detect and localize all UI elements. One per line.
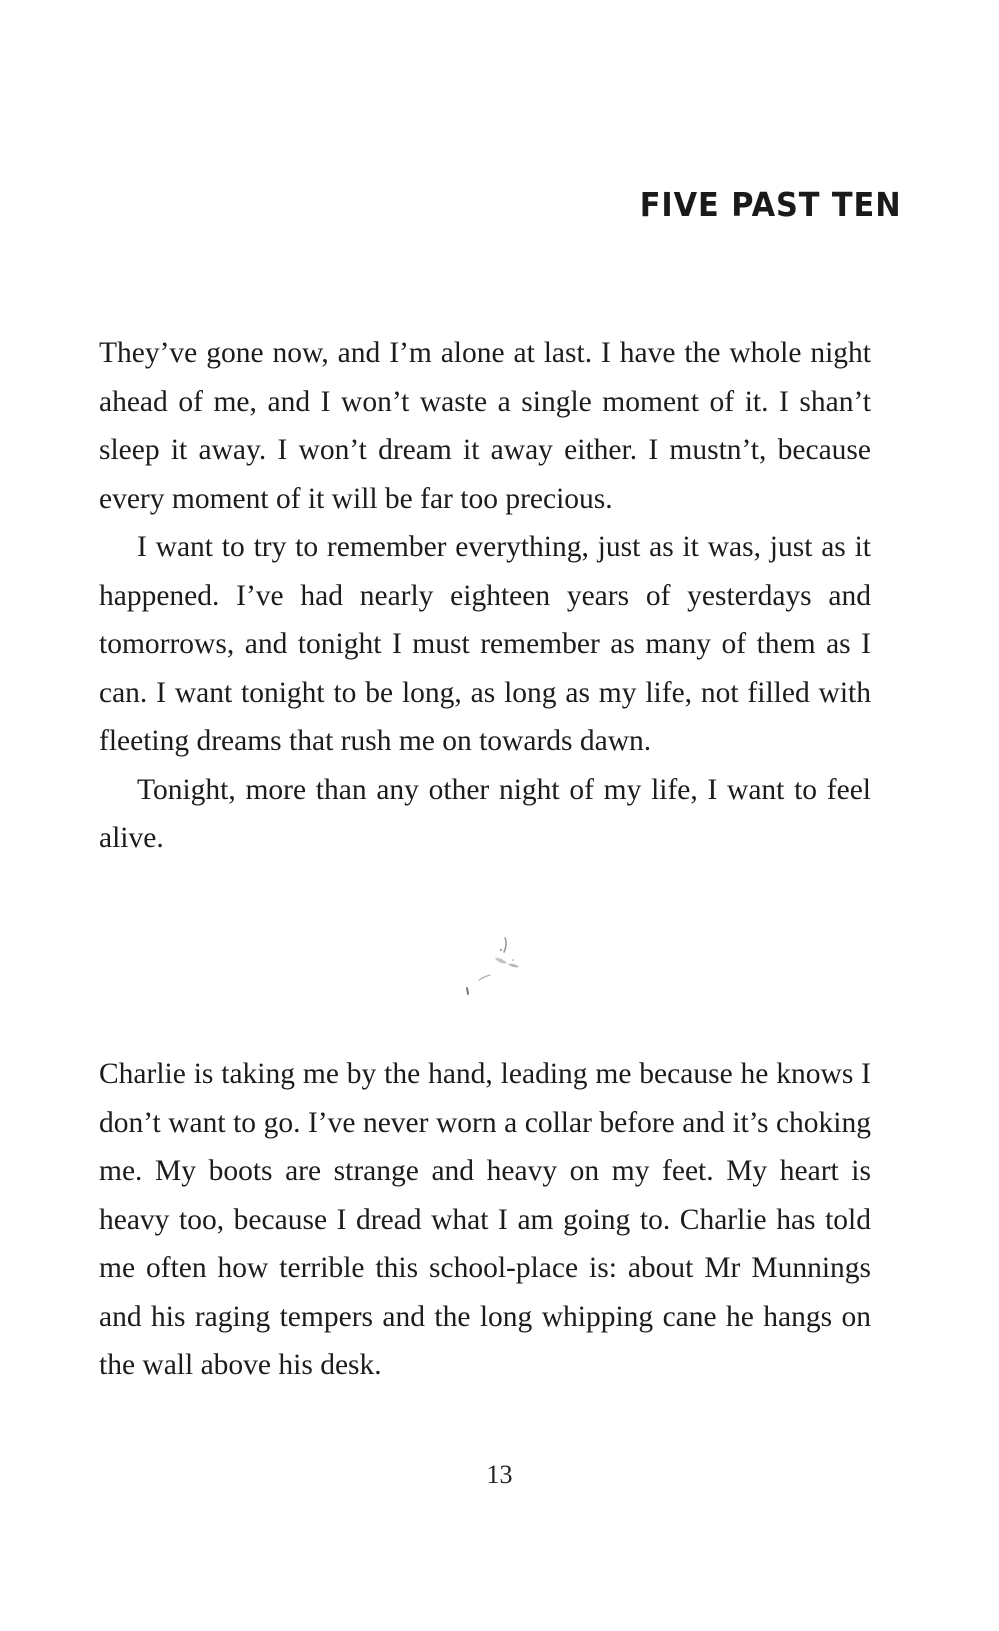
paragraph: Tonight, more than any other night of my life, I want to feel alive. xyxy=(99,773,871,854)
section-break-ornament-icon xyxy=(455,930,535,1000)
paragraph: Charlie is taking me by the hand, leading me because he knows I don’t want to go. I’ve never worn a collar before and it’s choking me. My boots are strange and heavy on my feet. My heart is heavy too, because I dread what I am going to. Charlie has told me often how terrible this school-place is: about Mr Munnings and his raging tempers and the long whipping cane he hangs on the wall above his desk. xyxy=(99,1058,871,1381)
paragraph: I want to try to remember everything, just as it was, just as it happened. I’ve had nearly eighteen years of yesterdays and tomorrows, and tonight I must remember as many of them as I can. I want tonight to be long, as long as my life, not filled with fleeting dreams that rush me on towards dawn. xyxy=(99,531,871,757)
page-number: 13 xyxy=(486,1460,513,1489)
section-two xyxy=(99,1050,871,1390)
section-one xyxy=(99,329,871,863)
paragraph: They’ve gone now, and I’m alone at last. I have the whole night ahead of me, and I won’t waste a single moment of it. I shan’t sleep it away. I won’t dream it away either. I mustn’t, because every moment of it will be far too precious. xyxy=(99,337,871,515)
chapter-title: FIVE PAST TEN xyxy=(640,185,902,224)
